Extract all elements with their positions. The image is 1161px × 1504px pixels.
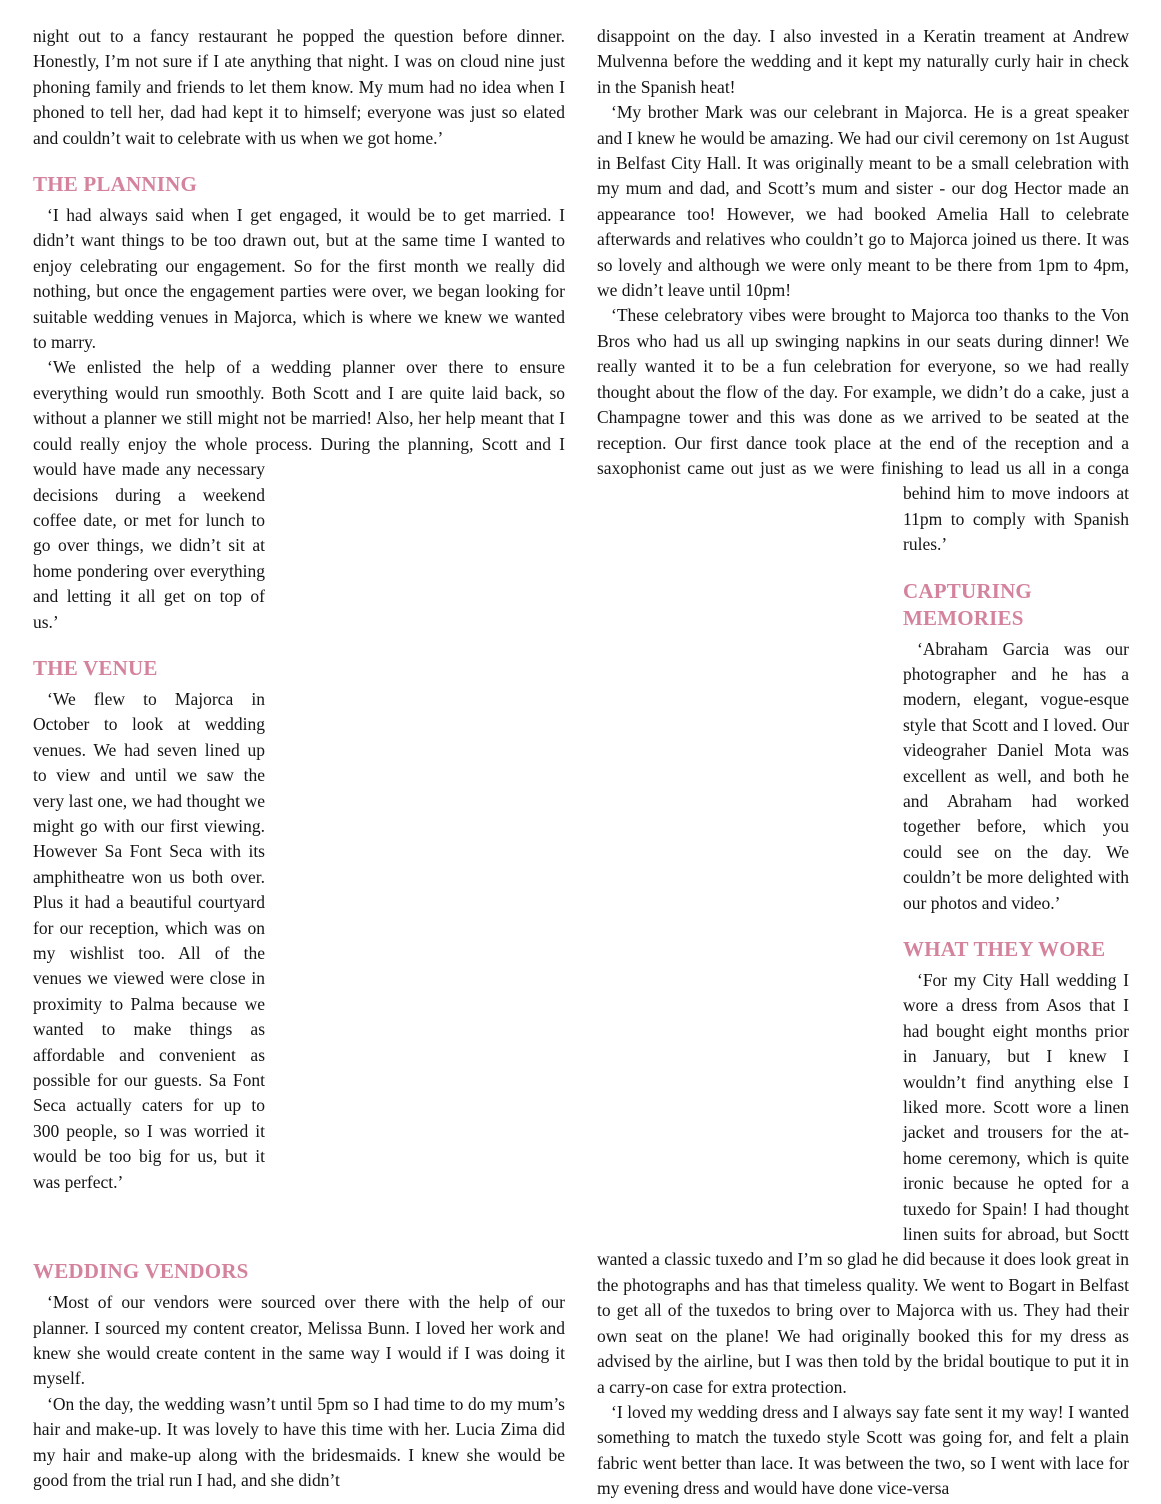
photo-placeholder-left-column bbox=[265, 457, 565, 1258]
section-heading-the-venue: THE VENUE bbox=[33, 655, 158, 680]
paragraph-celebrant: ‘My brother Mark was our celebrant in Majorca. He is a great speaker and I knew he would be amazing. We had our civil ceremony on 1st August in Belfast City Hall. It was originally meant to be a small celebration with my mum and dad, and Scott’s mum and sister - our dog Hector made an appearance too! However, we had booked Amelia Hall to celebrate afterwards and relatives who couldn’t go to Majorca joined us there. It was so lovely and although we were only meant to be there from 1pm to 4pm, we didn’t leave until 10pm! bbox=[597, 102, 1129, 301]
paragraph-celebration bbox=[597, 303, 1129, 557]
paragraph-planning-2-wrapped: planning, Scott and I would have made any necessary decisions during a weekend coffee date, or met for lunch to go over things, we didn’t sit at home pondering over everything and letting it all get on top of us.’ bbox=[33, 433, 566, 632]
paragraph-vendors-1: ‘Most of our vendors were sourced over there with the help of our planner. I sourced my content creator, Melissa Bunn. I loved her work and knew she would create content in the same way I would if I was doing it myself. bbox=[33, 1292, 565, 1389]
section-heading-the-planning: THE PLANNING bbox=[33, 172, 198, 197]
paragraph-what-they-wore-2: ‘I loved my wedding dress and I always say fate sent it my way! I wanted something to match the tuxedo style Scott was going for, and felt a plain fabric went better than lace. It was between the two, so I went with lace for my evening dress and would have done vice-versa bbox=[597, 1401, 1129, 1499]
right-column bbox=[597, 24, 1129, 1502]
section-heading-capturing-memories: CAPTURING MEMORIES bbox=[903, 578, 1032, 630]
photo-placeholder-right-column bbox=[597, 481, 903, 1230]
paragraph-celebration-wrapped: us all in a conga behind him to move indoors at 11pm to comply with Spanish rules.’ bbox=[903, 457, 1130, 555]
paragraph-planning-1: ‘I had always said when I get engaged, it would be to get married. I didn’t want things to be too drawn out, but at the same time I wanted to enjoy celebrating our engagement. So for the first month we really did nothing, but once the engagement parties were over, we began looking for suitable wedding venues in Majorca, which is where we knew we wanted to marry. bbox=[33, 205, 565, 353]
paragraph-planning-2 bbox=[33, 355, 565, 634]
section-heading-what-they-wore: WHAT THEY WORE bbox=[903, 937, 1106, 961]
paragraph-what-they-wore-1: ‘For my City Hall wedding I wore a dress from Asos that I had bought eight months prior in January, but I knew I wouldn’t find anything else I liked more. Scott wore a linen jacket and trousers for the at-home ceremony, which is quite ironic because he opted for a tuxedo for Spain! I had thought linen suits for abroad, but Soctt wanted a classic tuxedo and I’m so glad he did because it does look great in the photographs and has that timeless quality. We went to Bogart in Belfast to get all of the tuxedos to bring over to Majorca with us. They had their own seat on the plane! We had originally booked this for my dress as advised by the airline, but I was then told by the bridal boutique to put it in a carry-on case for extra protection. bbox=[597, 970, 1129, 1397]
paragraph-vendors-continuation: disappoint on the day. I also invested in a Keratin treament at Andrew Mulvenna before the wedding and it kept my naturally curly hair in check in the Spanish heat! bbox=[597, 26, 1129, 97]
section-heading-wedding-vendors: WEDDING VENDORS bbox=[33, 1259, 249, 1284]
paragraph-celebration-lead: ‘These celebratory vibes were brought to Majorca too thanks to the Von Bros who had us all up swinging napkins in our seats during dinner! We really wanted it to be a fun celebration for everyone, so we had really thought about the flow of the day. For example, we didn’t do a cake, just a Champagne tower and this was done as we arrived to be seated at the reception. Our first dance took place at the end of the reception and a saxophonist came out just as we were finishing to lead bbox=[597, 305, 1129, 478]
left-column bbox=[33, 24, 565, 1502]
paragraph-planning-2-lead: ‘We enlisted the help of a wedding planner over there to ensure everything would run smoothly. Both Scott and I are quite laid back, so without a planner we still might not be married! Also, her help meant that I could really enjoy the whole process. During the bbox=[33, 357, 565, 454]
paragraph-intro-continuation: night out to a fancy restaurant he popped the question before dinner. Honestly, I’m not sure if I ate anything that night. I was on cloud nine just phoning family and friends to let them know. My mum had no idea when I phoned to tell her, dad had kept it to himself; everyone was just so elated and couldn’t wait to celebrate with us when we got home.’ bbox=[33, 26, 565, 148]
paragraph-vendors-2: ‘On the day, the wedding wasn’t until 5pm so I had time to do my mum’s hair and make-up. It was lovely to have this time with her. Lucia Zima did my hair and make-up along with the bridesmaids. I knew she would be good from the trial run I had, and she didn’t bbox=[33, 1393, 565, 1490]
paragraph-venue: ‘We flew to Majorca in October to look at wedding venues. We had seven lined up to view and until we saw the very last one, we had thought we might go with our first viewing. However Sa Font Seca with its amphitheatre won us both over. Plus it had a beautiful courtyard for our reception, which was on my wishlist too. All of the venues we viewed were close in proximity to Palma because we wanted to make things as affordable and convenient as possible for our guests. Sa Font Seca actually caters for up to 300 people, so I was worried it would be too big for us, but it was perfect.’ bbox=[33, 688, 265, 1192]
paragraph-capturing-memories: ‘Abraham Garcia was our photographer and he has a modern, elegant, vogue-esque style that Scott and I loved. Our videograher Daniel Mota was excellent as well, and both he and Abraham had worked together before, which you could see on the day. We couldn’t be more delighted with our photos and video.’ bbox=[903, 638, 1129, 913]
